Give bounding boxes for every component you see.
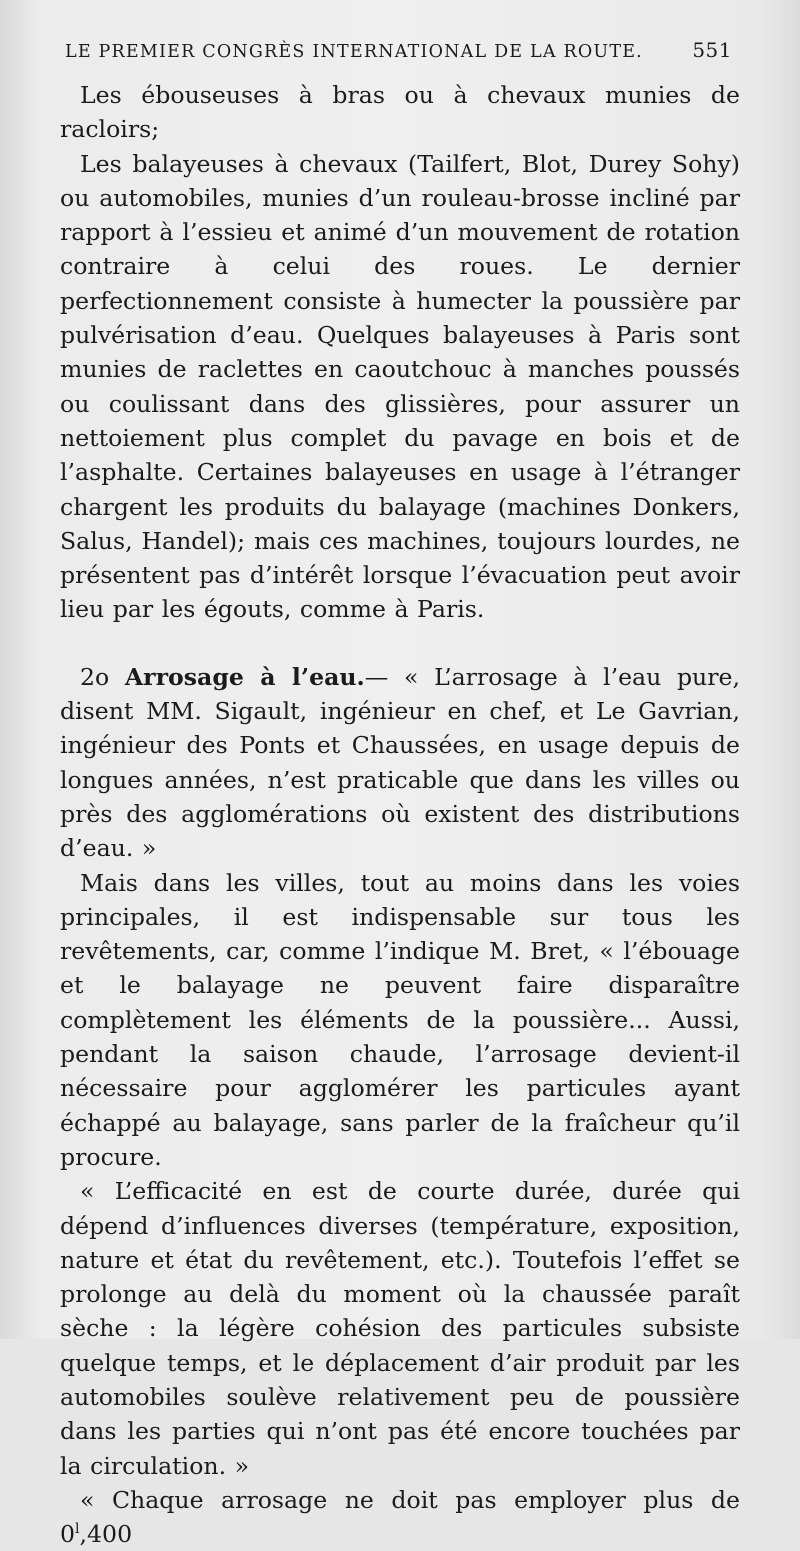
body-text [60,78,740,1551]
page-number: 551 [692,38,732,62]
paragraph-villes: Mais dans les villes, tout au moins dans les voies principales, il est indispensable sur tous les revêtements, car, comme l’indique M. Bret, « l’ébouage et le balayage ne peuvent faire disparaître complètement les éléments de la poussière... Aussi, pendant la saison chaude, l’arrosage devient-il nécessaire pour agglomérer les particules ayant échappé au balayage, sans parler de la fraîcheur qu’il procure. [60,868,740,1171]
section-number: 2o [80,662,110,691]
last-line-tail: ,400 [79,1520,133,1549]
paragraph-chaque-arrosage [60,1483,740,1551]
running-title: LE PREMIER CONGRÈS INTERNATIONAL DE LA ROUTE. [65,42,643,62]
paragraph-ebouseuses: Les ébouseuses à bras ou à chevaux munies de racloirs; [60,81,740,144]
last-line-text: « Chaque arrosage ne doit pas employer plus de 0 [60,1485,740,1549]
running-head [60,38,740,78]
section-dash: — [364,662,389,691]
section-gap [60,627,740,660]
paragraph-efficacite: « L’efficacité en est de courte durée, durée qui dépend d’influences diverses (température, exposition, nature et état du revêtement, etc.). Toutefois l’effet se prolonge au delà du moment où la chaussée paraît sèche : la légère cohésion des particules subsiste quelque temps, et le déplacement d’air produit par les automobiles soulève relativement peu de poussière dans les parties qui n’ont pas été encore touchées par la circulation. » [60,1177,740,1480]
section-arrosage [60,660,740,866]
section-title: Arrosage à l’eau. [124,662,365,691]
last-line-superscript: l [75,1521,80,1538]
paragraph-balayeuses: Les balayeuses à chevaux (Tailfert, Blot, Durey Sohy) ou automobiles, munies d’un rouleau-brosse incliné par rapport à l’essieu et animé d’un mouvement de rotation contraire à celui des roues. Le dernier perfectionnement consiste à humecter la poussière par pulvérisation d’eau. Quelques balayeuses à Paris sont munies de raclettes en caoutchouc à manches poussés ou coulissant dans des glissières, pour assurer un nettoiement plus complet du pavage en bois et de l’asphalte. Certaines balayeuses en usage à l’étranger chargent les produits du balayage (machines Donkers, Salus, Handel); mais ces machines, toujours lourdes, ne présentent pas d’intérêt lorsque l’évacuation peut avoir lieu par les égouts, comme à Paris. [60,149,740,624]
section-text: « L’arrosage à l’eau pure, disent MM. Sigault, ingénieur en chef, et Le Gavrian, ingénieur des Ponts et Chaussées, en usage depuis de longues années, n’est praticable que dans les villes ou près des agglomérations où existent des distributions d’eau. » [60,662,740,863]
